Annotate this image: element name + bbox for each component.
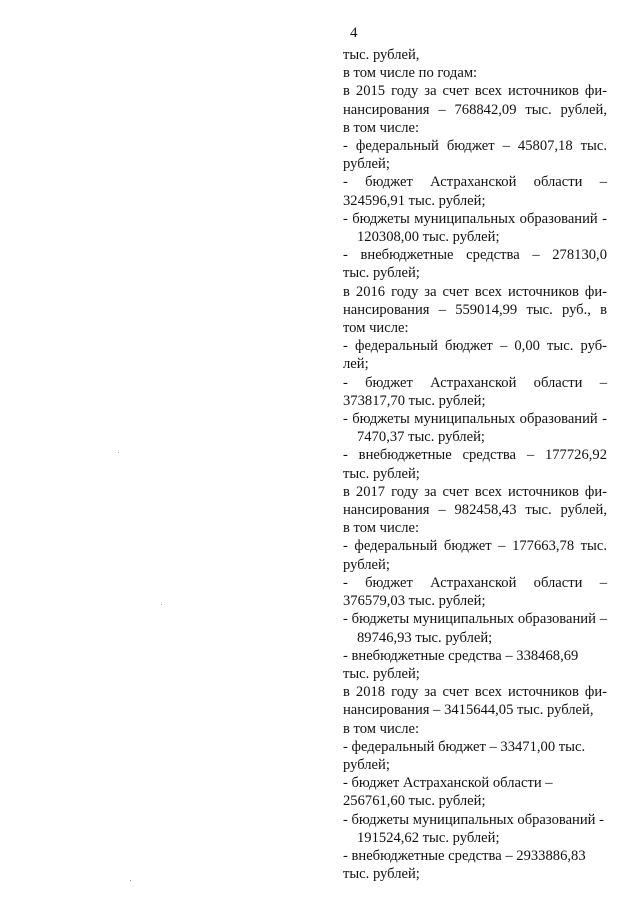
scan-speck xyxy=(161,604,162,605)
text-line: - федеральный бюджет – 33471,00 тыс. xyxy=(343,738,586,755)
text-line: 373817,70 тыс. рублей; xyxy=(343,392,486,409)
text-line: - федеральный бюджет – 177663,78 тыс. xyxy=(343,538,607,555)
text-line: - бюджет Астраханской области – xyxy=(343,374,607,391)
text-line: - бюджеты муниципальных образований - xyxy=(343,811,604,828)
text-line: - бюджеты муниципальных образований - xyxy=(343,210,607,227)
text-line: - бюджет Астраханской области – xyxy=(343,174,607,191)
text-line: - федеральный бюджет – 0,00 тыс. руб- xyxy=(343,338,607,355)
text-line: - федеральный бюджет – 45807,18 тыс. xyxy=(343,138,607,155)
text-line: 324596,91 тыс. рублей; xyxy=(343,192,486,209)
text-line: - бюджет Астраханской области – xyxy=(343,775,553,792)
text-line: тыс. рублей; xyxy=(343,866,420,883)
text-line: рублей; xyxy=(343,556,390,573)
text-line: 7470,37 тыс. рублей; xyxy=(357,429,485,446)
text-line: 376579,03 тыс. рублей; xyxy=(343,593,486,610)
text-line: 256761,60 тыс. рублей; xyxy=(343,793,486,810)
scan-speck xyxy=(118,452,119,453)
text-line: - внебюджетные средства – 2933886,83 xyxy=(343,847,586,864)
text-line: 120308,00 тыс. рублей; xyxy=(357,229,500,246)
page-number: 4 xyxy=(350,25,358,41)
text-line: в том числе по годам: xyxy=(343,65,478,82)
text-line: лей; xyxy=(343,356,369,373)
text-line: - бюджет Астраханской области – xyxy=(343,574,607,591)
text-line: в том числе: xyxy=(343,520,420,537)
text-line: - бюджеты муниципальных образований – xyxy=(343,611,607,628)
text-line: тыс. рублей; xyxy=(343,265,420,282)
text-line: рублей; xyxy=(343,756,390,773)
text-line: в том числе: xyxy=(343,119,420,136)
scan-speck xyxy=(130,880,131,881)
text-line: в 2018 году за счет всех источников фи- xyxy=(343,684,607,701)
text-line: - бюджеты муниципальных образований - xyxy=(343,411,607,428)
text-line: - внебюджетные средства – 338468,69 xyxy=(343,647,579,664)
text-line: - внебюджетные средства – 177726,92 xyxy=(343,447,607,464)
text-line: рублей; xyxy=(343,156,390,173)
text-line: 191524,62 тыс. рублей; xyxy=(357,829,500,846)
text-line: 89746,93 тыс. рублей; xyxy=(357,629,493,646)
text-line: в 2017 году за счет всех источников фи- xyxy=(343,483,607,500)
text-line: тыс. рублей, xyxy=(343,47,420,63)
text-line: нансирования – 3415644,05 тыс. рублей, xyxy=(343,702,594,719)
text-line: тыс. рублей; xyxy=(343,465,420,482)
text-line: том числе: xyxy=(343,320,409,337)
text-line: нансирования – 982458,43 тыс. рублей, xyxy=(343,502,607,519)
text-line: - внебюджетные средства – 278130,0 xyxy=(343,247,607,264)
text-line: в 2015 году за счет всех источников фи- xyxy=(343,83,607,100)
text-line: в 2016 году за счет всех источников фи- xyxy=(343,283,607,300)
text-line: нансирования – 559014,99 тыс. руб., в xyxy=(343,301,607,318)
text-line: в том числе: xyxy=(343,720,420,737)
funding-text-column xyxy=(343,46,613,883)
text-line: тыс. рублей; xyxy=(343,665,420,682)
text-line: нансирования – 768842,09 тыс. рублей, xyxy=(343,101,607,118)
